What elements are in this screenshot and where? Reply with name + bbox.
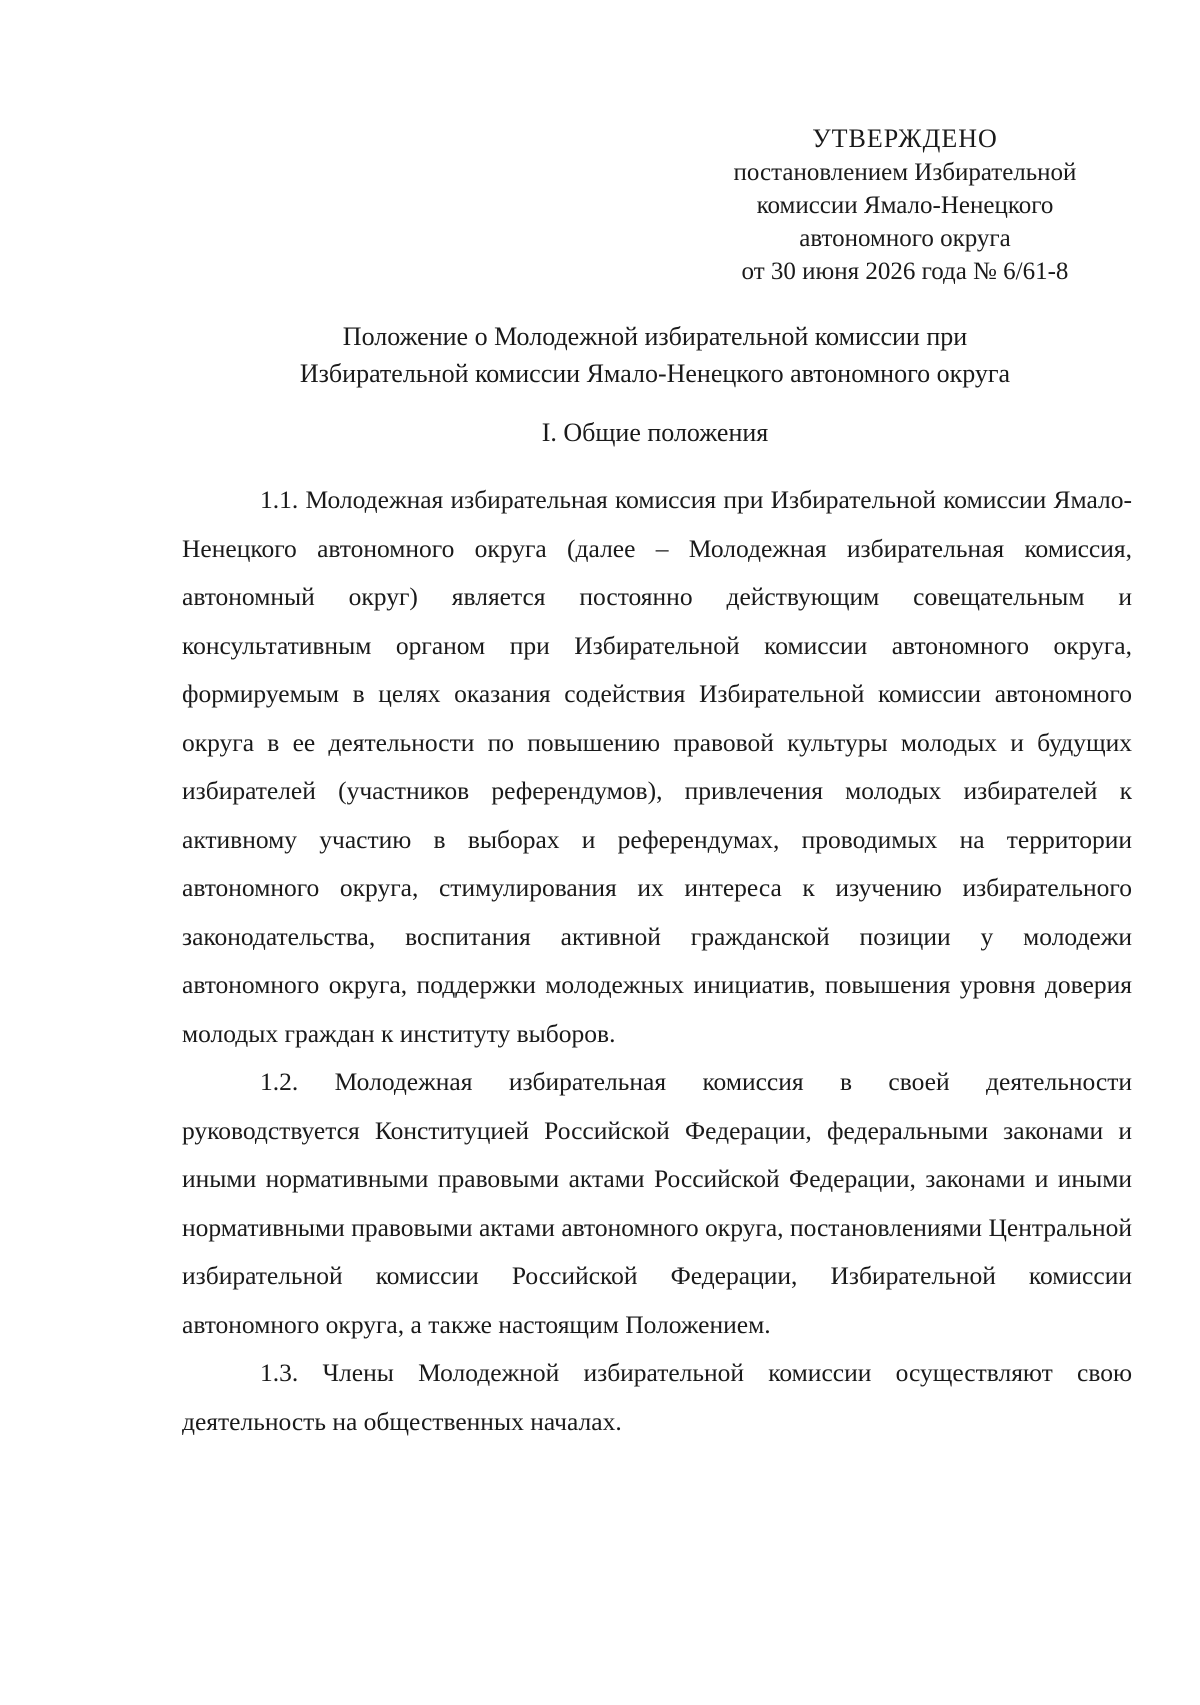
approval-block <box>670 122 1140 288</box>
approval-stamp: УТВЕРЖДЕНО <box>812 124 998 153</box>
paragraph: 1.3. Члены Молодежной избирательной комиссии осуществляют свою деятельность на общественных началах. <box>182 1358 1132 1436</box>
document-body <box>182 476 1132 1446</box>
document-title <box>175 318 1135 392</box>
approval-date: от 30 июня 2026 года № 6/61-8 <box>741 258 1069 285</box>
document-title-line: Избирательной комиссии Ямало-Ненецкого автономного округа <box>299 359 1011 388</box>
paragraph: 1.2. Молодежная избирательная комиссия в своей деятельности руководствуется Конституцией Российской Федерации, федеральными законами и иными нормативными правовыми актами Российской Федерации, законами и иными нормативными правовыми актами автономного округа, постановлениями Центральной избирательной комиссии Российской Федерации, Избирательной комиссии автономного округа, а также настоящим Положением. <box>182 1067 1132 1339</box>
section-heading: I. Общие положения <box>541 418 769 447</box>
approval-line: комиссии Ямало-Ненецкого <box>756 192 1054 219</box>
document-title-line: Положение о Молодежной избирательной комиссии при <box>342 322 968 351</box>
approval-line: автономного округа <box>799 225 1011 252</box>
paragraph: 1.1. Молодежная избирательная комиссия при Избирательной комиссии Ямало-Ненецкого автономного округа (далее – Молодежная избирательная комиссия, автономный округ) является постоянно действующим совещательным и консультативным органом при Избирательной комиссии автономного округа, формируемым в целях оказания содействия Избирательной комиссии автономного округа в ее деятельности по повышению правовой культуры молодых и будущих избирателей (участников референдумов), привлечения молодых избирателей к активному участию в выборах и референдумах, проводимых на территории автономного округа, стимулирования их интереса к изучению избирательного законодательства, воспитания активной гражданской позиции у молодежи автономного округа, поддержки молодежных инициатив, повышения уровня доверия молодых граждан к институту выборов. <box>182 485 1132 1048</box>
approval-line: постановлением Избирательной <box>733 159 1077 186</box>
